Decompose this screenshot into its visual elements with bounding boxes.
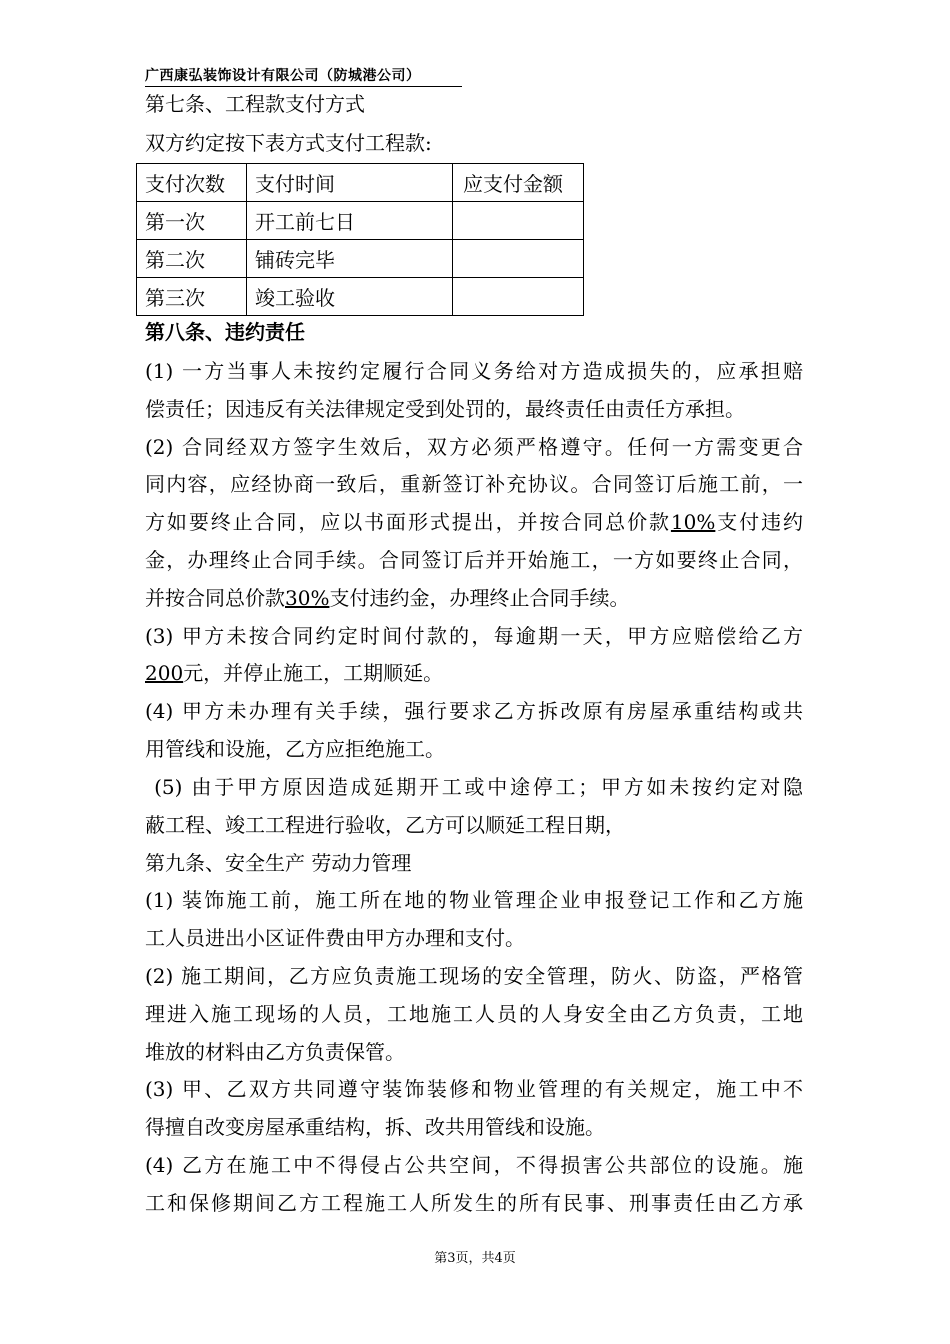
table-row <box>137 240 584 278</box>
page-number: 第3页，共4页 <box>434 1251 516 1266</box>
paragraph-line: (4) 乙方在施工中不得侵占公共空间，不得损害公共部位的设施。施 <box>145 1153 803 1177</box>
paragraph-line: (2) 施工期间，乙方应负责施工现场的安全管理，防火、防盗，严格管 <box>145 964 803 988</box>
paragraph-line: 工人员进出小区证件费由甲方办理和支付。 <box>145 926 525 950</box>
paragraph-line <box>145 584 629 612</box>
paragraph-line: 蔽工程、竣工工程进行验收，乙方可以顺延工程日期， <box>145 813 625 837</box>
text-span: 并按合同总价款 <box>145 586 285 610</box>
paragraph-line: 偿责任；因违反有关法律规定受到处罚的，最终责任由责任方承担。 <box>145 397 745 421</box>
paragraph-line: 同内容，应经协商一致后，重新签订补充协议。合同签订后施工前，一 <box>145 472 803 496</box>
article-9-title: 第九条、安全生产 劳动力管理 <box>145 851 412 875</box>
text-span: 元，并停止施工，工期顺延。 <box>183 661 444 685</box>
underlined-value: 30% <box>285 586 330 610</box>
table-header-cell: 应支付金额 <box>453 164 584 202</box>
table-cell <box>453 202 584 240</box>
paragraph-line <box>145 659 443 687</box>
paragraph-line: 用管线和设施，乙方应拒绝施工。 <box>145 737 445 761</box>
paragraph-line: 得擅自改变房屋承重结构，拆、改共用管线和设施。 <box>145 1115 605 1139</box>
table-header-row <box>137 164 584 202</box>
table-header-cell: 支付次数 <box>137 164 247 202</box>
paragraph-line: 堆放的材料由乙方负责保管。 <box>145 1040 405 1064</box>
paragraph-line: (2) 合同经双方签字生效后，双方必须严格遵守。任何一方需变更合 <box>145 435 803 459</box>
paragraph-line: (4) 甲方未办理有关手续，强行要求乙方拆改原有房屋承重结构或共 <box>145 699 803 723</box>
table-cell <box>453 240 584 278</box>
table-cell <box>453 278 584 316</box>
table-cell: 第三次 <box>137 278 247 316</box>
text-span: 支付违约金，办理终止合同手续。 <box>329 586 630 610</box>
table-cell: 第二次 <box>137 240 247 278</box>
text-span: 支付违约 <box>715 510 804 534</box>
paragraph-line: (1) 一方当事人未按约定履行合同义务给对方造成损失的，应承担赔 <box>145 359 803 383</box>
underlined-value: 200 <box>145 661 184 685</box>
article-7-title: 第七条、工程款支付方式 <box>145 92 365 116</box>
paragraph-line: (1) 装饰施工前，施工所在地的物业管理企业申报登记工作和乙方施 <box>145 888 803 912</box>
table-cell: 第一次 <box>137 202 247 240</box>
paragraph-line <box>145 508 803 536</box>
table-header-cell: 支付时间 <box>247 164 453 202</box>
table-row <box>137 278 584 316</box>
paragraph-line: (3) 甲、乙双方共同遵守装饰装修和物业管理的有关规定，施工中不 <box>145 1077 803 1101</box>
paragraph-line: 工和保修期间乙方工程施工人所发生的所有民事、刑事责任由乙方承 <box>145 1191 803 1215</box>
text-span: 方如要终止合同，应以书面形式提出，并按合同总价款 <box>145 510 671 534</box>
table-row <box>137 202 584 240</box>
article-8-title: 第八条、违约责任 <box>145 320 305 344</box>
payment-table <box>136 163 584 316</box>
table-cell: 开工前七日 <box>247 202 453 240</box>
paragraph-line: 理进入施工现场的人员，工地施工人员的人身安全由乙方负责，工地 <box>145 1002 803 1026</box>
paragraph-line: 金，办理终止合同手续。合同签订后并开始施工，一方如要终止合同， <box>145 548 803 572</box>
article-7-intro: 双方约定按下表方式支付工程款: <box>145 131 432 155</box>
underlined-value: 10% <box>670 510 716 534</box>
paragraph-line: (3) 甲方未按合同约定时间付款的，每逾期一天，甲方应赔偿给乙方 <box>145 624 803 648</box>
paragraph-line: (5) 由于甲方原因造成延期开工或中途停工；甲方如未按约定对隐 <box>145 775 803 799</box>
table-cell: 铺砖完毕 <box>247 240 453 278</box>
page-header: 广西康弘装饰设计有限公司（防城港公司） <box>145 66 462 87</box>
table-cell: 竣工验收 <box>247 278 453 316</box>
